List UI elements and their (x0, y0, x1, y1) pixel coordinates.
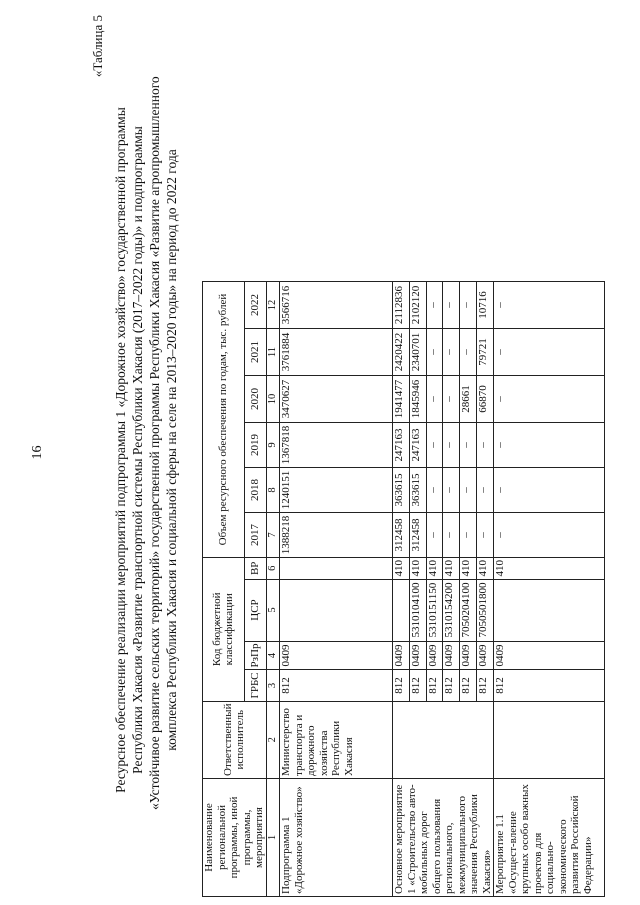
cell-value: – (426, 513, 443, 558)
cell-value: – (426, 423, 443, 468)
table-label: «Таблица 5 (90, 15, 105, 78)
column-number: 8 (266, 468, 280, 513)
cell-value: – (494, 513, 605, 558)
cell-grbs: 812 (477, 670, 494, 701)
cell-value: – (426, 376, 443, 423)
cell-csr (494, 579, 605, 641)
heading-line: Республики Хакасия «Развитие транспортной системы Республики Хакасия (2017–2022 годы)» и подпрограммы (130, 126, 145, 774)
header-year: 2017 (244, 513, 266, 558)
cell-value: 3470627 (280, 376, 393, 423)
row-executor (494, 701, 605, 778)
header-csr: ЦСР (244, 579, 266, 641)
cell-value: – (460, 282, 477, 329)
cell-vr: 410 (460, 558, 477, 580)
cell-value: 247163 (409, 423, 426, 468)
cell-vr: 410 (393, 558, 410, 580)
cell-value: 79721 (477, 329, 494, 376)
cell-value: 1240151 (280, 468, 393, 513)
cell-value: 66870 (477, 376, 494, 423)
cell-value: 3566716 (280, 282, 393, 329)
header-name: Наименование региональной программы, иной программы, мероприятия (203, 779, 267, 897)
cell-value: 28661 (460, 376, 477, 423)
cell-grbs: 812 (393, 670, 410, 701)
cell-value: 1941477 (393, 376, 410, 423)
column-number: 7 (266, 513, 280, 558)
column-number: 4 (266, 641, 280, 670)
cell-rzpr: 0409 (460, 641, 477, 670)
cell-rzpr: 0409 (443, 641, 460, 670)
cell-grbs: 812 (409, 670, 426, 701)
cell-value: – (477, 513, 494, 558)
cell-rzpr: 0409 (393, 641, 410, 670)
cell-value: – (443, 468, 460, 513)
heading-line: «Устойчивое развитие сельских территорий» государственной программы Республики Хакасия «Развитие агропромышленного (147, 76, 162, 810)
cell-value: 1367818 (280, 423, 393, 468)
cell-value: 1845946 (409, 376, 426, 423)
cell-rzpr: 0409 (280, 641, 393, 670)
cell-vr: 410 (477, 558, 494, 580)
page-number: 16 (30, 445, 45, 460)
header-rzpr: РзПр (244, 641, 266, 670)
cell-value: – (460, 329, 477, 376)
cell-value: 363615 (409, 468, 426, 513)
cell-value: 363615 (393, 468, 410, 513)
cell-value: 2102120 (409, 282, 426, 329)
cell-value: – (426, 329, 443, 376)
cell-value: – (443, 282, 460, 329)
row-name: Подпрограмма 1 «Дорожное хозяйство» (280, 779, 393, 897)
cell-vr: 410 (426, 558, 443, 580)
header-year: 2020 (244, 376, 266, 423)
header-year: 2019 (244, 423, 266, 468)
cell-grbs: 812 (426, 670, 443, 701)
cell-rzpr: 0409 (477, 641, 494, 670)
cell-value: – (494, 282, 605, 329)
cell-value: 3761884 (280, 329, 393, 376)
cell-grbs: 812 (494, 670, 605, 701)
cell-rzpr: 0409 (409, 641, 426, 670)
cell-rzpr: 0409 (494, 641, 605, 670)
cell-csr: 5310151150 (426, 579, 443, 641)
cell-value: – (443, 329, 460, 376)
row-executor (393, 701, 494, 778)
column-number: 2 (266, 701, 280, 778)
column-number: 6 (266, 558, 280, 580)
cell-value: 312458 (409, 513, 426, 558)
cell-value: – (477, 468, 494, 513)
column-number: 5 (266, 579, 280, 641)
header-grbs: ГРБС (244, 670, 266, 701)
header-year: 2022 (244, 282, 266, 329)
cell-grbs: 812 (443, 670, 460, 701)
cell-csr: 7050501800 (477, 579, 494, 641)
cell-value: 2340701 (409, 329, 426, 376)
header-year: 2021 (244, 329, 266, 376)
cell-value: – (460, 468, 477, 513)
cell-csr: 5310154200 (443, 579, 460, 641)
column-number: 10 (266, 376, 280, 423)
cell-vr: 410 (494, 558, 605, 580)
cell-value: 10716 (477, 282, 494, 329)
row-name: Основное мероприятие 1 «Строительство авто-мобильных дорог общего пользования регионального, межмуниципального значения Республики Хакасия» (393, 779, 494, 897)
cell-value: – (494, 468, 605, 513)
header-volume: Объем ресурсного обеспечения по годам, тыс. рублей (203, 282, 245, 558)
document-heading (112, 76, 180, 810)
column-number: 3 (266, 670, 280, 701)
cell-value: – (426, 282, 443, 329)
row-executor: Министерство транспорта и дорожного хозяйства Республики Хакасия (280, 701, 393, 778)
table-row (494, 282, 605, 897)
column-number: 12 (266, 282, 280, 329)
column-number-row (266, 282, 280, 897)
cell-value: – (443, 376, 460, 423)
table-row (393, 282, 410, 897)
header-executor: Ответственный исполнитель (203, 701, 267, 778)
cell-csr: 7050204100 (460, 579, 477, 641)
row-name: Мероприятие 1.1 «Осущест-вление крупных особо важных проектов для социально-экономического развития Российской Федерации» (494, 779, 605, 897)
heading-line: Ресурсное обеспечение реализации мероприятий подпрограммы 1 «Дорожное хозяйство» государственной программы (113, 107, 128, 793)
header-year: 2018 (244, 468, 266, 513)
cell-vr: 410 (409, 558, 426, 580)
cell-grbs: 812 (460, 670, 477, 701)
column-number: 9 (266, 423, 280, 468)
cell-grbs: 812 (280, 670, 393, 701)
column-number: 1 (266, 779, 280, 897)
header-budget-code: Код бюджетной классификации (203, 558, 245, 701)
cell-csr: 5310104100 (409, 579, 426, 641)
header-vr: ВР (244, 558, 266, 580)
cell-value: 2420422 (393, 329, 410, 376)
cell-value: – (460, 513, 477, 558)
table-row (280, 282, 393, 897)
cell-vr (280, 558, 393, 580)
heading-line: комплекса Республики Хакасия и социальной сферы на селе на 2013–2020 годы» на период до 2022 года (164, 149, 179, 751)
cell-value: 1388218 (280, 513, 393, 558)
cell-csr (280, 579, 393, 641)
resource-table (202, 281, 605, 897)
cell-value: 247163 (393, 423, 410, 468)
cell-value: – (443, 423, 460, 468)
cell-value: – (460, 423, 477, 468)
cell-vr: 410 (443, 558, 460, 580)
cell-value: – (494, 376, 605, 423)
cell-rzpr: 0409 (426, 641, 443, 670)
cell-value: 2112836 (393, 282, 410, 329)
cell-value: 312458 (393, 513, 410, 558)
cell-value: – (426, 468, 443, 513)
cell-value: – (443, 513, 460, 558)
cell-value: – (477, 423, 494, 468)
column-number: 11 (266, 329, 280, 376)
cell-value: – (494, 423, 605, 468)
cell-value: – (494, 329, 605, 376)
cell-csr (393, 579, 410, 641)
